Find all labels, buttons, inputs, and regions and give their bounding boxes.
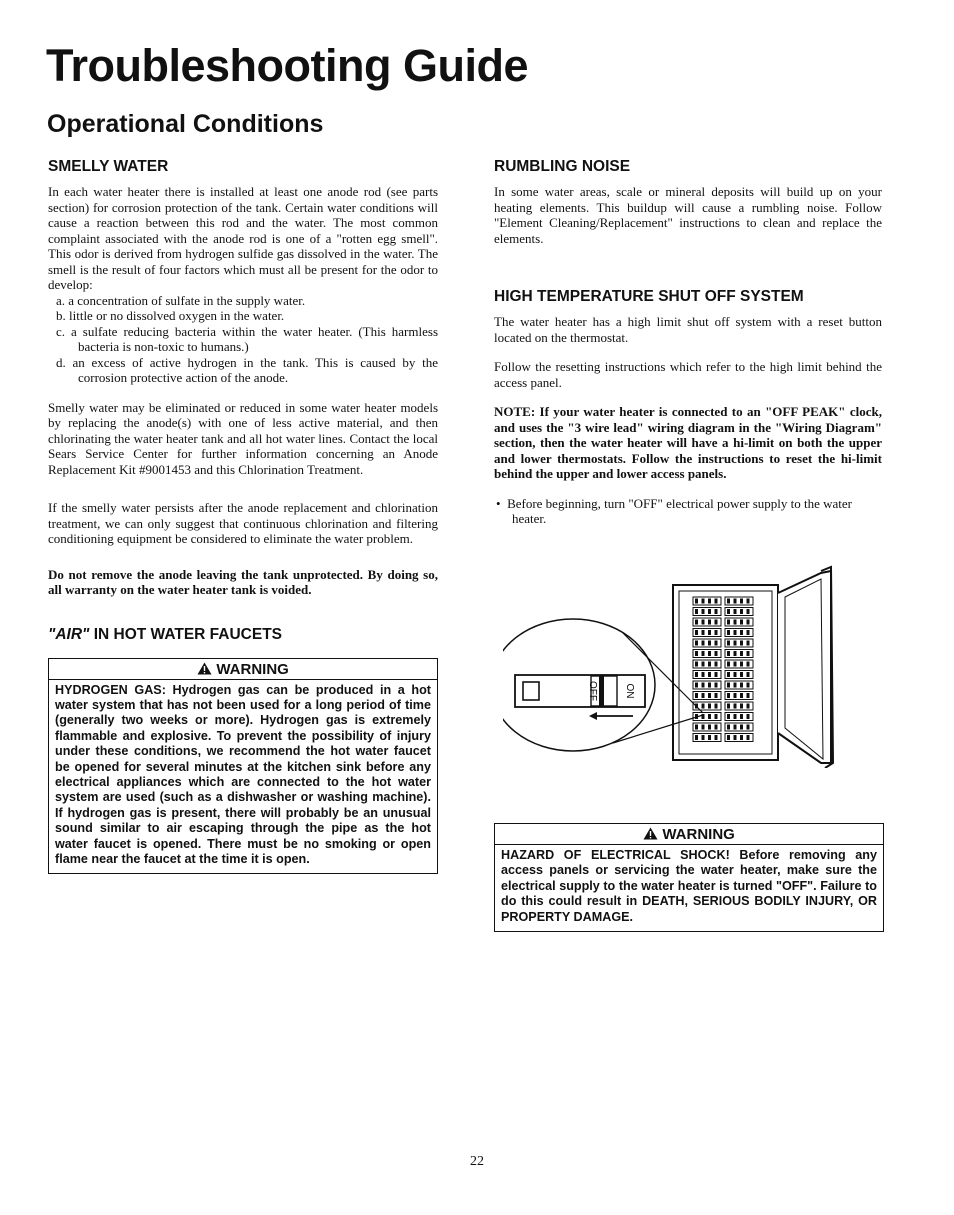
- breaker-switch: [695, 641, 698, 646]
- list-item: d. an excess of active hydrogen in the tank. This is caused by the corrosion protective action of the anode.: [56, 354, 438, 385]
- warning-header: [495, 824, 883, 845]
- breaker-switch: [740, 641, 743, 646]
- warning-label: WARNING: [662, 826, 735, 843]
- breaker-switch: [727, 735, 730, 740]
- breaker-switch: [715, 704, 718, 709]
- breaker-switch: [747, 630, 750, 635]
- breaker-switch: [715, 735, 718, 740]
- breaker-switch: [727, 704, 730, 709]
- breaker-switch: [715, 609, 718, 614]
- breaker-switch: [740, 735, 743, 740]
- breaker-switch: [708, 662, 711, 667]
- breaker-switch: [734, 683, 737, 688]
- breaker-switch: [727, 683, 730, 688]
- breaker-switch: [708, 599, 711, 604]
- smelly-water-intro: In each water heater there is installed at least one anode rod (see parts section) for corrosion protection of the tank. Certain water conditions will cause a reaction between this rod and the water. The most common complaint associated with the anode rod is one of a "rotten egg smell". This odor is derived from hydrogen sulfide gas dissolved in the water. The smell is the result of four factors which must all be present for the odor to develop:: [48, 184, 438, 292]
- list-item: c. a sulfate reducing bacteria within the water heater. (This harmless bacteria is non-toxic to humans.): [56, 323, 438, 354]
- breaker-switch: [734, 641, 737, 646]
- breaker-switch: [734, 735, 737, 740]
- breaker-switch: [740, 620, 743, 625]
- breaker-switch: [734, 662, 737, 667]
- breaker-switch: [747, 704, 750, 709]
- breaker-switch: [715, 725, 718, 730]
- breaker-switch: [702, 620, 705, 625]
- breaker-switch: [727, 641, 730, 646]
- breaker-switch: [702, 735, 705, 740]
- breaker-switch: [734, 651, 737, 656]
- breaker-switch: [695, 599, 698, 604]
- anode-warning-note: Do not remove the anode leaving the tank unprotected. By doing so, all warranty on the water heater tank is voided.: [48, 566, 438, 597]
- list-item: b. little or no dissolved oxygen in the water.: [56, 308, 285, 323]
- breaker-switch: [727, 725, 730, 730]
- breaker-switch: [727, 672, 730, 677]
- breaker-switch: [727, 609, 730, 614]
- breaker-switch: [734, 704, 737, 709]
- air-heading-italic: "AIR": [48, 625, 90, 643]
- breaker-switch: [708, 620, 711, 625]
- breaker-switch: [740, 609, 743, 614]
- breaker-switch: [734, 609, 737, 614]
- breaker-switch: [702, 630, 705, 635]
- breaker-switch: [695, 683, 698, 688]
- breaker-switch: [734, 693, 737, 698]
- breaker-switch: [708, 641, 711, 646]
- breaker-switch: [715, 683, 718, 688]
- breaker-switch: [708, 735, 711, 740]
- breaker-off-label: OFF: [587, 681, 598, 701]
- breaker-switch: [695, 651, 698, 656]
- breaker-switch: [708, 609, 711, 614]
- breaker-switch: [702, 651, 705, 656]
- hydrogen-warning-box: [48, 658, 438, 875]
- section-title: Operational Conditions: [47, 110, 324, 138]
- air-faucets-heading: [48, 626, 438, 644]
- breaker-switch: [702, 704, 705, 709]
- warning-label: WARNING: [216, 660, 289, 678]
- breaker-switch: [702, 672, 705, 677]
- breaker-switch: [740, 693, 743, 698]
- breaker-switch: [715, 693, 718, 698]
- breaker-switch: [740, 683, 743, 688]
- factor-list: [48, 293, 438, 386]
- breaker-switch: [747, 693, 750, 698]
- breaker-on-label: ON: [624, 683, 635, 699]
- warning-triangle-icon: [197, 662, 212, 675]
- breaker-switch: [708, 725, 711, 730]
- breaker-switch: [727, 630, 730, 635]
- breaker-switch: [734, 714, 737, 719]
- breaker-switch: [727, 662, 730, 667]
- rumbling-text: In some water areas, scale or mineral deposits will build up on your heating elements. This buildup will cause a rumbling noise. Follow "Element Cleaning/Replacement" instructions to clean and replace the elements.: [494, 184, 882, 246]
- shock-warning-text: HAZARD OF ELECTRICAL SHOCK! Before removing any access panels or servicing the water heater, make sure the electrical supply to the water heater is turned "OFF". Failure to do this could result in DEATH, SERIOUS BODILY INJURY, OR PROPERTY DAMAGE.: [501, 848, 877, 924]
- breaker-switch: [695, 609, 698, 614]
- rumbling-heading: RUMBLING NOISE: [494, 158, 631, 175]
- breaker-switch: [740, 725, 743, 730]
- breaker-switch: [747, 714, 750, 719]
- left-column: [48, 158, 438, 874]
- breaker-switch: [715, 651, 718, 656]
- breaker-switch: [740, 704, 743, 709]
- breaker-switch: [740, 672, 743, 677]
- breaker-switch: [734, 630, 737, 635]
- breaker-switch: [747, 672, 750, 677]
- breaker-switch: [747, 609, 750, 614]
- breaker-switch: [734, 620, 737, 625]
- breaker-switch: [695, 672, 698, 677]
- breaker-switch: [695, 662, 698, 667]
- breaker-switch: [740, 714, 743, 719]
- high-temp-heading: HIGH TEMPERATURE SHUT OFF SYSTEM: [494, 288, 804, 305]
- smelly-water-para2: Smelly water may be eliminated or reduced in some water heater models by replacing the anode(s) with one of less active material, and then chlorinating the water heater tank and all hot water lines. Contact the local Sears Service Center for further information concerning an Anode Replacement Kit #9001453 and this Chlorination Treatment.: [48, 399, 438, 477]
- breaker-switch: [715, 599, 718, 604]
- breaker-switch: [734, 672, 737, 677]
- breaker-switch: [708, 672, 711, 677]
- breaker-switch: [702, 683, 705, 688]
- breaker-switch: [702, 599, 705, 604]
- breaker-switch: [740, 599, 743, 604]
- breaker-switch: [727, 693, 730, 698]
- high-temp-para2: Follow the resetting instructions which refer to the high limit behind the access panel.: [494, 359, 882, 390]
- breaker-panel-illustration: [503, 563, 843, 768]
- breaker-switch: [702, 662, 705, 667]
- breaker-switch: [727, 714, 730, 719]
- breaker-switch: [702, 693, 705, 698]
- breaker-switch: [708, 693, 711, 698]
- breaker-switch: [702, 609, 705, 614]
- breaker-switch: [695, 725, 698, 730]
- breaker-switch: [740, 651, 743, 656]
- breaker-switch: [734, 599, 737, 604]
- hydrogen-warning-text: HYDROGEN GAS: Hydrogen gas can be produced in a hot water system that has not been used for a long period of time (generally two weeks or more). Hydrogen gas is extremely flammable and explosive. To prevent the possibility of injury under these conditions, we recommend the hot water faucet be opened for several minutes at the kitchen sink before any electrical appliances which are connected to the hot water system are used (such as a dishwasher or washing machine). If hydrogen gas is present, there will probably be an unusual sound similar to air escaping through the pipe as the hot water faucet is opened. There must be no smoking or open flame near the faucet at the time it is open.: [55, 682, 431, 866]
- breaker-switch: [708, 714, 711, 719]
- electrical-shock-warning-box: [494, 823, 884, 932]
- breaker-switch: [747, 725, 750, 730]
- breaker-switch: [708, 630, 711, 635]
- breaker-switch: [727, 599, 730, 604]
- breaker-switch: [740, 630, 743, 635]
- breaker-switch: [740, 662, 743, 667]
- off-peak-note: NOTE: If your water heater is connected to an "OFF PEAK" clock, and uses the "3 wire lead" wiring diagram in the "Wiring Diagram" section, then the water heater will have a hi-limit on both the upper and lower thermostats. Follow the instructions to reset the hi-limit behind the upper and lower access panels.: [494, 404, 882, 481]
- breaker-switch: [702, 725, 705, 730]
- breaker-switch: [708, 651, 711, 656]
- high-temp-para1: The water heater has a high limit shut off system with a reset button located on the thermostat.: [494, 314, 882, 345]
- breaker-switch: [695, 620, 698, 625]
- breaker-switch: [747, 620, 750, 625]
- warning-triangle-icon: [643, 827, 658, 840]
- breaker-switch: [747, 641, 750, 646]
- breaker-switch: [702, 641, 705, 646]
- breaker-switch: [695, 630, 698, 635]
- power-off-bullet-text: Before beginning, turn "OFF" electrical power supply to the water heater.: [507, 495, 852, 526]
- breaker-switch: [727, 651, 730, 656]
- air-heading-rest: IN HOT WATER FAUCETS: [89, 625, 283, 643]
- breaker-switch: [727, 620, 730, 625]
- list-item: a. a concentration of sulfate in the supply water.: [56, 292, 306, 308]
- breaker-switch: [695, 735, 698, 740]
- breaker-switch: [715, 641, 718, 646]
- right-column: [494, 158, 882, 527]
- power-off-bullet: • Before beginning, turn "OFF" electrical power supply to the water heater.: [496, 495, 852, 526]
- smelly-water-para3: If the smelly water persists after the anode replacement and chlorination treatment, we can only suggest that continuous chlorination and filtering conditioning equipment be considered to eliminate the water problem.: [48, 500, 438, 546]
- breaker-switch: [747, 599, 750, 604]
- breaker-switch: [747, 735, 750, 740]
- breaker-switch: [747, 662, 750, 667]
- breaker-switch: [715, 662, 718, 667]
- breaker-switch: [715, 672, 718, 677]
- breaker-switch: [715, 714, 718, 719]
- breaker-switch: [715, 620, 718, 625]
- breaker-switch: [715, 630, 718, 635]
- page-title: Troubleshooting Guide: [46, 40, 528, 91]
- breaker-switch: [734, 725, 737, 730]
- breaker-switch: [708, 683, 711, 688]
- smelly-water-heading: SMELLY WATER: [48, 158, 169, 175]
- warning-header: [49, 659, 437, 680]
- breaker-switch: [747, 683, 750, 688]
- breaker-switch: [747, 651, 750, 656]
- breaker-switch: [708, 704, 711, 709]
- breaker-switch: [695, 693, 698, 698]
- page-number: 22: [470, 1154, 484, 1169]
